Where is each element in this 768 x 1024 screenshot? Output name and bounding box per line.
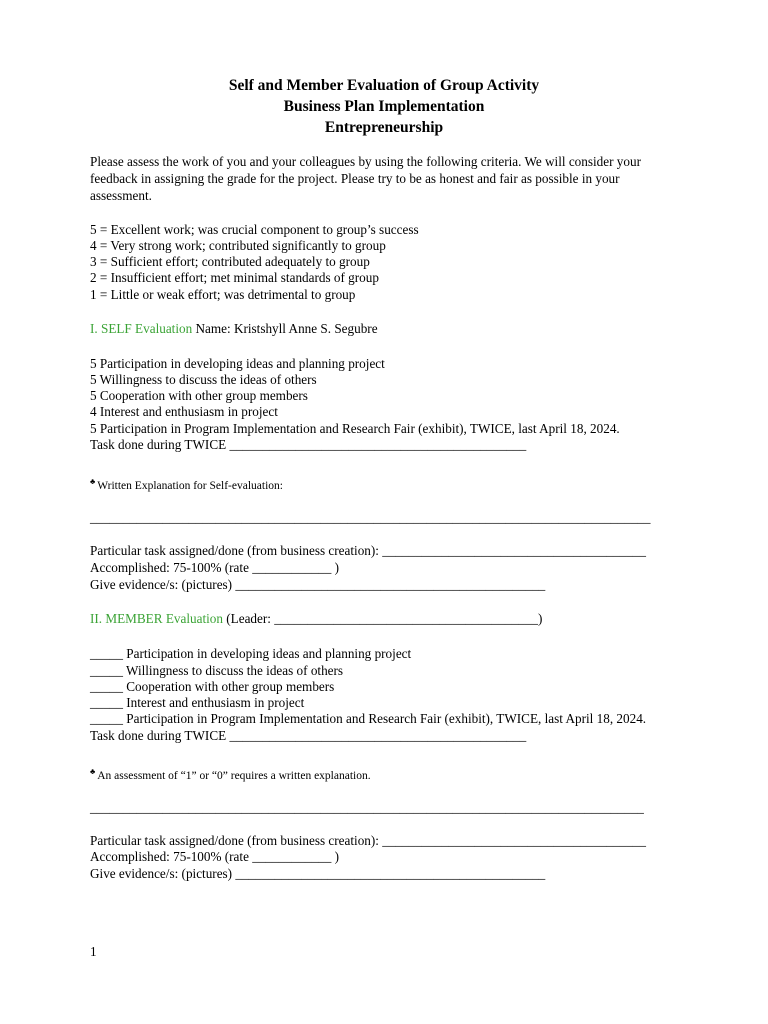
rating-scale-item: 5 = Excellent work; was crucial component to group’s success xyxy=(90,222,419,237)
member-evaluation-leader: (Leader: ________________________________________) xyxy=(222,611,543,626)
self-note xyxy=(90,474,283,494)
self-evaluation-heading: I. SELF Evaluation xyxy=(90,321,193,336)
self-criteria-item: 4 Interest and enthusiasm in project xyxy=(90,404,278,419)
member-criteria-item: _____ Cooperation with other group members xyxy=(90,679,335,694)
member-criteria-item: _____ Participation in Program Implementation and Research Fair (exhibit), TWICE, last April 18, 2024. xyxy=(90,711,647,726)
member-criteria-item: _____ Participation in developing ideas and planning project xyxy=(90,646,412,661)
intro-line: Please assess the work of you and your colleagues by using the following criteria. We will consider your xyxy=(90,154,641,169)
member-explanation-blank: ____________________________________________________________________________________ xyxy=(90,800,644,815)
rating-scale-item: 4 = Very strong work; contributed significantly to group xyxy=(90,238,386,253)
self-explanation-blank: _____________________________________________________________________________________ xyxy=(90,510,651,525)
rating-scale-item: 1 = Little or weak effort; was detrimental to group xyxy=(90,287,356,302)
member-evaluation-heading: II. MEMBER Evaluation xyxy=(90,611,223,626)
self-criteria-item: 5 Participation in Program Implementation and Research Fair (exhibit), TWICE, last April 18, 2024. xyxy=(90,421,620,436)
self-evaluation-header xyxy=(90,321,378,337)
document-subtitle: Business Plan Implementation xyxy=(283,98,485,115)
self-evidence: Give evidence/s: (pictures) _______________________________________________ xyxy=(90,577,546,592)
self-evaluation-name: Name: Kristshyll Anne S. Segubre xyxy=(192,321,378,336)
member-evidence: Give evidence/s: (pictures) _______________________________________________ xyxy=(90,866,546,881)
document-course: Entrepreneurship xyxy=(324,119,444,136)
self-criteria-item: 5 Cooperation with other group members xyxy=(90,388,308,403)
club-bullet-icon: ♣ xyxy=(90,477,96,486)
member-evaluation-header xyxy=(90,611,542,627)
rating-scale-item: 2 = Insufficient effort; met minimal standards of group xyxy=(90,270,379,285)
intro-line: assessment. xyxy=(90,188,152,203)
member-note xyxy=(90,764,371,784)
club-bullet-icon: ♣ xyxy=(90,767,96,776)
self-accomplished: Accomplished: 75-100% (rate ____________ ) xyxy=(90,560,340,575)
self-criteria-item: 5 Willingness to discuss the ideas of others xyxy=(90,372,317,387)
member-task-assigned: Particular task assigned/done (from business creation): ________________________________________ xyxy=(90,833,646,848)
member-criteria-item: _____ Willingness to discuss the ideas of others xyxy=(90,663,344,678)
document-title: Self and Member Evaluation of Group Activity xyxy=(228,77,540,94)
intro-line: feedback in assigning the grade for the project. Please try to be as honest and fair as possible in your xyxy=(90,171,620,186)
member-accomplished: Accomplished: 75-100% (rate ____________ ) xyxy=(90,849,340,864)
member-note-text: An assessment of “1” or “0” requires a written explanation. xyxy=(97,770,371,782)
self-task-during-twice: Task done during TWICE _____________________________________________ xyxy=(90,437,527,452)
self-note-text: Written Explanation for Self-evaluation: xyxy=(97,480,283,492)
self-criteria-item: 5 Participation in developing ideas and planning project xyxy=(90,356,385,371)
page-number: 1 xyxy=(90,944,97,959)
member-task-during-twice: Task done during TWICE _____________________________________________ xyxy=(90,728,527,743)
self-task-assigned: Particular task assigned/done (from business creation): ________________________________________ xyxy=(90,543,646,558)
rating-scale-item: 3 = Sufficient effort; contributed adequately to group xyxy=(90,254,370,269)
member-criteria-item: _____ Interest and enthusiasm in project xyxy=(90,695,305,710)
